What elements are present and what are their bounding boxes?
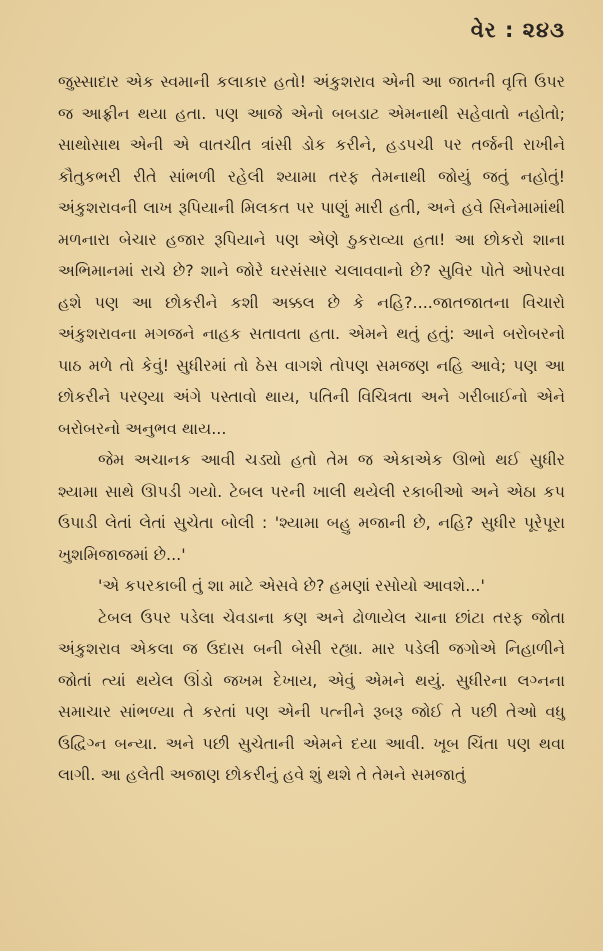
page-number: વેર : ૨૪૩ [470,18,565,42]
page-header [58,18,565,52]
paragraph: ટેબલ ઉપર પડેલા ચેવડાના કણ અને ઢોળાયેલ ચાના છાંટા તરફ જોતા અંકુશરાવ એકલા જ ઉદાસ બની બેસી રહ્યા. માર પડેલી જગોએ નિહાળીને જોતાં ત્યાં થયેલ ઊંડો જખમ દેખાય, એવું એમને થયું. સુધીરના લગ્નના સમાચાર સાંભળ્યા તે કરતાં પણ એની પત્નીને રૂબરૂ જોઈ તે પછી તેઓ વધુ ઉદ્વિગ્ન બન્યા. અને પછી સુચેતાની એમને દયા આવી. ખૂબ ચિંતા પણ થવા લાગી. આ હલેતી અજાણ છોકરીનું હવે શું થશે તે તેમને સમજાતું [58,607,565,784]
paragraph: 'એ કપરકાબી તું શા માટે એસવે છે? હમણાં રસોયો આવશે...' [98,576,485,595]
body-text [58,66,565,791]
paragraph: જુસ્સાદાર એક સ્વમાની કલાકાર હતો! અંકુશરાવ એની આ જાતની વૃત્તિ ઉપર જ આફ્રીન થયા હતા. પણ આજે એનો બબડાટ એમનાથી સહેવાતો નહોતો; સાથોસાથ એની એ વાતચીત ત્રાંસી ડોક કરીને, હડપચી પર તર્જની રાખીને કૌતુકભરી રીતે સાંભળી રહેલી શ્યામા તરફ તેમનાથી જોયું જતું નહોતું! અંકુશરાવની લાખ રૂપિયાની મિલકત પર પાણું મારી હતી, અને હવે સિનેમામાંથી મળનારા બેચાર હજાર રૂપિયાને પણ એણે ઠુકરાવ્યા હતા! આ છોકરો શાના અભિમાનમાં રાચે છે? શાને જોરે ઘરસંસાર ચલાવવાનો છે? સુવિર પોતે ઓપરવા હશે પણ આ છોકરીને કશી અક્કલ છે કે નહિ?....જાતજાતના વિચારો અંકુશરાવના મગજને નાહક સતાવતા હતા. એમને થતું હતું: આને બરોબરનો પાઠ મળે તો કેવું! સુધીરમાં તો ઠેસ વાગશે તોપણ સમજણ નહિ આવે; પણ આ છોકરીને પરણ્યા અંગે પસ્તાવો થાય, પતિની વિચિત્રતા અને ગરીબાઈનો એને બરોબરનો અનુભવ થાય... [58,72,565,438]
paragraph: જેમ અચાનક આવી ચડ્યો હતો તેમ જ એકાએક ઊભો થઈ સુધીર શ્યામા સાથે ઊપડી ગયો. ટેબલ પરની ખાલી થયેલી રકાબીઓ અને એઠા કપ ઉપાડી લેતાં લેતાં સુચેતા બોલી : 'શ્યામા બહુ મજાની છે, નહિ? સુધીર પૂરેપૂરા ખુશમિજાજમાં છે...' [58,450,565,564]
